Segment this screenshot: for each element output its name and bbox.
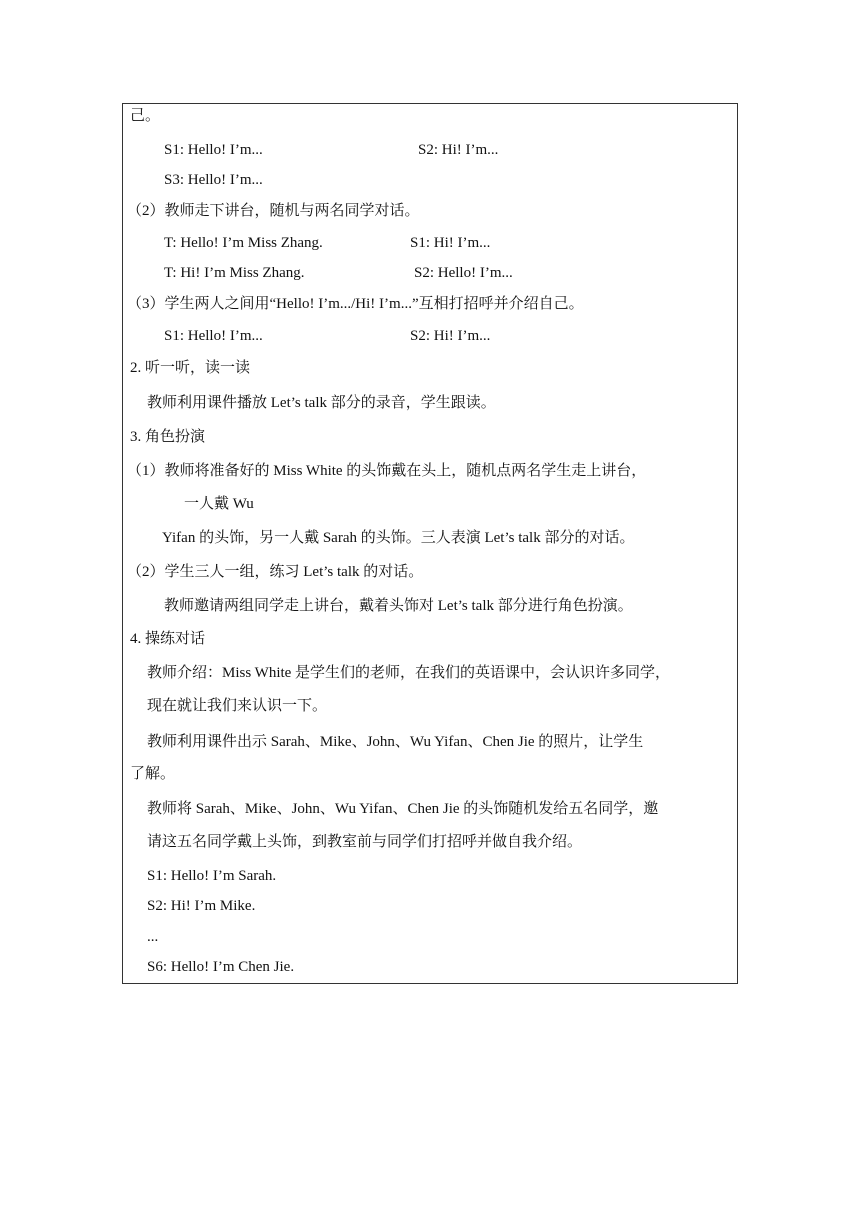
text-line: S1: Hello! I’m... [164,142,263,158]
text-line: 教师介绍：Miss White 是学生们的老师，在我们的英语课中，会认识许多同学， [147,665,671,681]
text-line: S3: Hello! I’m... [164,172,263,188]
text-line: 请这五名同学戴上头饰，到教室前与同学们打招呼并做自我介绍。 [147,834,583,850]
dialogue-line: S1: Hello! I’m Sarah. [147,868,277,884]
text-line: 教师邀请两组同学走上讲台，戴着头饰对 Let’s talk 部分进行角色扮演。 [164,598,633,614]
text-line: S2: Hi! I’m... [418,142,499,158]
text-line: T: Hi! I’m Miss Zhang. [164,265,305,281]
text-line: 教师利用课件播放 Let’s talk 部分的录音，学生跟读。 [147,395,496,411]
text-line: 一人戴 Wu [184,496,254,512]
text-line: S2: Hi! I’m... [410,328,491,344]
dialogue-line: ... [147,929,159,945]
text-line: S2: Hello! I’m... [414,265,513,281]
text-line: （2）学生三人一组，练习 Let’s talk 的对话。 [127,564,424,580]
text-line: T: Hello! I’m Miss Zhang. [164,235,323,251]
text-line: Yifan 的头饰，另一人戴 Sarah 的头饰。三人表演 Let’s talk 部分的对话。 [162,530,635,546]
text-line: 教师利用课件出示 Sarah、Mike、John、Wu Yifan、Chen Jie 的照片，让学生 [147,734,644,750]
section-heading: 4. 操练对话 [130,631,206,647]
text-line: S1: Hello! I’m... [164,328,263,344]
text-line: 了解。 [130,766,176,782]
section-heading: 2. 听一听，读一读 [130,360,251,376]
dialogue-line: S2: Hi! I’m Mike. [147,898,256,914]
dialogue-line: S6: Hello! I’m Chen Jie. [147,959,295,975]
text-line: S1: Hi! I’m... [410,235,491,251]
text-line: （1）教师将准备好的 Miss White 的头饰戴在头上，随机点两名学生走上讲台， [127,463,647,479]
text-line: （2）教师走下讲台，随机与两名同学对话。 [127,203,420,219]
text-line: 己。 [130,108,161,124]
text-line: 教师将 Sarah、Mike、John、Wu Yifan、Chen Jie 的头饰随机发给五名同学，邀 [147,801,659,817]
text-line: 现在就让我们来认识一下。 [147,698,328,714]
text-line: （3）学生两人之间用“Hello! I’m.../Hi! I’m...”互相打招呼并介绍自己。 [127,296,584,312]
section-heading: 3. 角色扮演 [130,429,206,445]
